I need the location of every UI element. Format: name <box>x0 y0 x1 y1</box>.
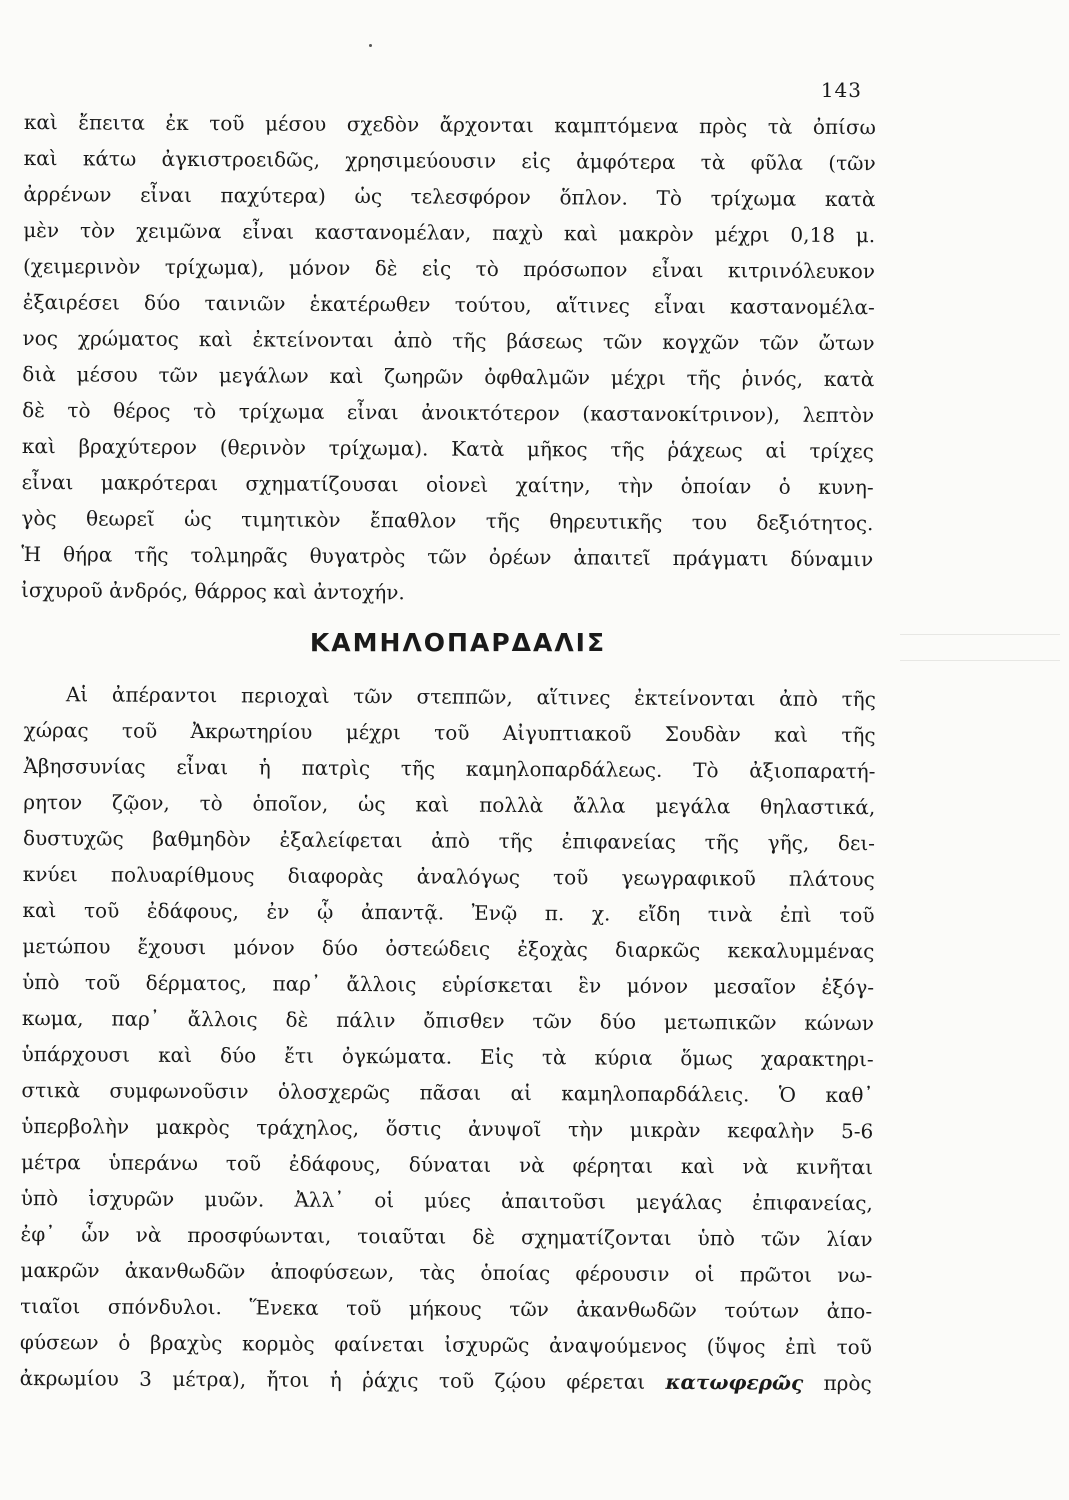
text-line: φύσεων ὁ βραχὺς κορμὸς φαίνεται ἰσχυρῶς ἀναψούμενος (ὕψος ἐπὶ τοῦ <box>19 1329 872 1360</box>
text-line: κνύει πολυαρίθμους διαφορὰς ἀναλόγως τοῦ γεωγραφικοῦ πλάτους <box>22 861 875 892</box>
paragraph-continuation <box>21 104 876 613</box>
text-line: στικὰ συμφωνοῦσιν ὁλοσχερῶς πᾶσαι αἱ καμηλοπαρδάλεις. Ὁ καθ᾽ <box>21 1077 874 1108</box>
text-line: τιαῖοι σπόνδυλοι. Ἕνεκα τοῦ μήκους τῶν ἀκανθωδῶν τούτων ἀπο- <box>20 1293 873 1324</box>
text-line: γὸς θεωρεῖ ὡς τιμητικὸν ἔπαθλον τῆς θηρευτικῆς του δεξιότητος. <box>21 505 874 536</box>
line-start: ἀκρωμίου 3 μέτρα), ἤτοι ἡ ῥάχις τοῦ ζῴου φέρεται <box>19 1365 666 1394</box>
text-line: ἐξαιρέσει δύο ταινιῶν ἑκατέρωθεν τούτου, αἵτινες εἶναι καστανομέλα- <box>22 289 875 320</box>
text-line: ὑπὸ τοῦ δέρματος, παρ᾽ ἄλλοις εὑρίσκεται ἓν μόνον μεσαῖον ἐξόγ- <box>22 969 875 1000</box>
text-line: ὑπερβολὴν μακρὸς τράχηλος, ὅστις ἀνυψοῖ τὴν μικρὰν κεφαλὴν 5-6 <box>21 1113 874 1144</box>
text-line: διὰ μέσου τῶν μεγάλων καὶ ζωηρῶν ὀφθαλμῶν μέχρι τῆς ῥινός, κατὰ <box>22 361 875 392</box>
text-line: χώρας τοῦ Ἀκρωτηρίου μέχρι τοῦ Αἰγυπτιακοῦ Σουδὰν καὶ τῆς <box>23 717 876 748</box>
show-through-mark <box>900 634 1060 635</box>
text-line: ἀρρένων εἶναι παχύτερα) ὡς τελεσφόρον ὅπλον. Τὸ τρίχωμα κατὰ <box>23 181 876 212</box>
text-line: δυστυχῶς βαθμηδὸν ἐξαλείφεται ἀπὸ τῆς ἐπιφανείας τῆς γῆς, δει- <box>22 825 876 856</box>
text-line: ἰσχυροῦ ἀνδρός, θάρρος καὶ ἀντοχήν. <box>20 577 405 605</box>
text-line: ἐφ᾽ ὧν νὰ προσφύωνται, τοιαῦται δὲ σχηματίζονται ὑπὸ τῶν λίαν <box>20 1221 873 1252</box>
text-line: μακρῶν ἀκανθωδῶν ἀποφύσεων, τὰς ὁποίας φέρουσιν οἱ πρῶτοι νω- <box>20 1257 873 1288</box>
section-heading: ΚΑΜΗΛΟΠΑΡΔΑΛΙΣ <box>309 628 607 657</box>
text-line: Ἀβησσυνίας εἶναι ἡ πατρὶς τῆς καμηλοπαρδάλεως. Τὸ ἀξιοπαρατή- <box>23 753 876 784</box>
text-line: μετώπου ἔχουσι μόνον δύο ὀστεώδεις ἐξοχὰς διαρκῶς κεκαλυμμένας <box>22 933 875 964</box>
text-line: ὑπὸ ἰσχυρῶν μυῶν. Ἀλλ᾽ οἱ μύες ἀπαιτοῦσι μεγάλας ἐπιφανείας, <box>20 1185 873 1216</box>
text-line: Αἱ ἀπέραντοι περιοχαὶ τῶν στεππῶν, αἵτινες ἐκτείνονται ἀπὸ τῆς <box>65 682 876 712</box>
text-line: καὶ τοῦ ἐδάφους, ἐν ᾧ ἀπαντᾷ. Ἐνῷ π. χ. εἴδη τινὰ ἐπὶ τοῦ <box>22 897 875 928</box>
paragraph-giraffe <box>20 676 876 1401</box>
text-line: κωμα, παρ᾽ ἄλλοις δὲ πάλιν ὄπισθεν τῶν δύο μετωπικῶν κώνων <box>21 1005 874 1036</box>
text-line: Ἡ θήρα τῆς τολμηρᾶς θυγατρὸς τῶν ὀρέων ἀπαιτεῖ πράγματι δύναμιν <box>21 541 874 572</box>
text-line: καὶ κάτω ἀγκιστροειδῶς, χρησιμεύουσιν εἰς ἀμφότερα τὰ φῦλα (τῶν <box>23 145 876 176</box>
text-line: νος χρώματος καὶ ἐκτείνονται ἀπὸ τῆς βάσεως τῶν κογχῶν τῶν ὤτων <box>22 325 875 356</box>
text-line: εἶναι μακρότεραι σχηματίζουσαι οἱονεὶ χαίτην, τὴν ὁποίαν ὁ κυνη- <box>21 469 874 500</box>
page-number: 143 <box>820 78 862 102</box>
print-speck <box>369 44 372 47</box>
text-line: (χειμερινὸν τρίχωμα), μόνον δὲ εἰς τὸ πρόσωπον εἶναι κιτρινόλευκον <box>22 253 876 284</box>
text-line: καὶ βραχύτερον (θερινὸν τρίχωμα). Κατὰ μῆκος τῆς ῥάχεως αἱ τρίχες <box>21 433 874 464</box>
text-line: μὲν τὸν χειμῶνα εἶναι καστανομέλαν, παχὺ καὶ μακρὸν μέχρι 0,18 μ. <box>23 217 876 248</box>
text-line: καὶ ἔπειτα ἐκ τοῦ μέσου σχεδὸν ἄρχονται καμπτόμενα πρὸς τὰ ὀπίσω <box>23 109 876 140</box>
emphasized-word: κατωφερῶς <box>665 1369 804 1395</box>
line-end: πρὸς <box>803 1370 872 1396</box>
text-line: μέτρα ὑπεράνω τοῦ ἐδάφους, δύναται νὰ φέρηται καὶ νὰ κινῆται <box>20 1149 874 1180</box>
text-line: δὲ τὸ θέρος τὸ τρίχωμα εἶναι ἀνοικτότερον (καστανοκίτρινον), λεπτὸν <box>22 397 875 428</box>
text-line: ὑπάρχουσι καὶ δύο ἔτι ὀγκώματα. Εἰς τὰ κύρια ὅμως χαρακτηρι- <box>21 1041 874 1072</box>
text-line: ρητον ζῷον, τὸ ὁποῖον, ὡς καὶ πολλὰ ἄλλα μεγάλα θηλαστικά, <box>23 789 876 820</box>
show-through-mark <box>900 660 1060 661</box>
text-line-last <box>20 1360 872 1401</box>
